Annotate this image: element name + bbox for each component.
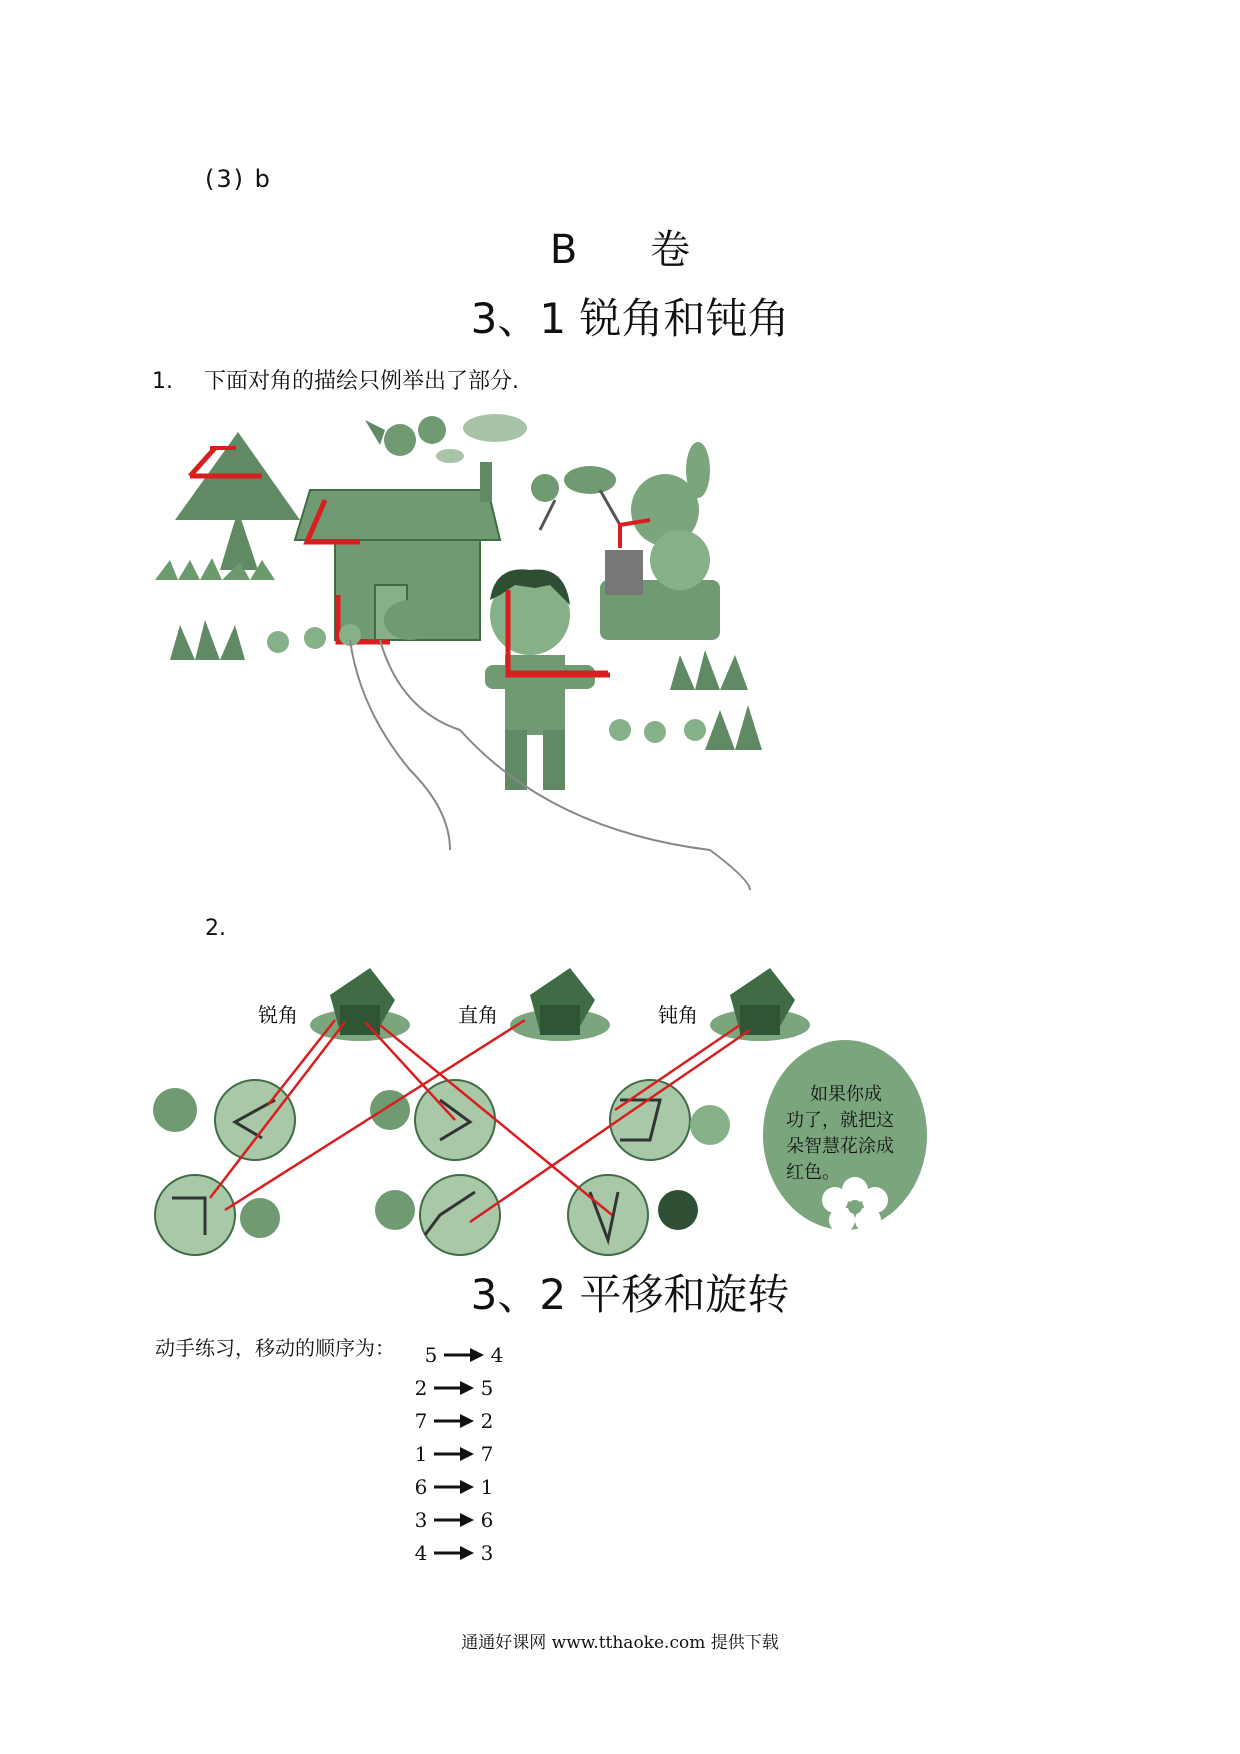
grass-icon [155, 558, 275, 580]
section-31-title: 3、1 锐角和钝角 [470, 294, 790, 343]
arrow-right-icon [432, 1409, 476, 1433]
cloud-icon [436, 449, 464, 463]
grasshopper-icon [564, 466, 616, 494]
angle-circle-obtuse-2 [420, 1175, 500, 1255]
question-2-number: 2. [205, 916, 226, 941]
footer-text: 通通好课网 www.tthaoke.com 提供下载 [461, 1633, 779, 1653]
move-from: 2 [414, 1376, 428, 1400]
house-label-acute: 锐角 [258, 1003, 298, 1027]
chick-icon [609, 719, 631, 741]
move-step [410, 1373, 498, 1403]
farm-scene-illustration [150, 410, 870, 900]
move-from: 6 [414, 1475, 428, 1499]
dog-icon [658, 1190, 698, 1230]
squirrel-icon [240, 1198, 280, 1238]
arrow-right-icon [432, 1442, 476, 1466]
cup-icon [605, 550, 643, 595]
angle-circle-right-2 [155, 1175, 235, 1255]
move-from: 5 [424, 1343, 438, 1367]
move-step [410, 1439, 498, 1469]
arrow-right-icon [442, 1343, 486, 1367]
chick-icon [690, 1105, 730, 1145]
chick-icon [684, 719, 706, 741]
arrow-right-icon [432, 1376, 476, 1400]
move-step [410, 1538, 498, 1568]
move-step [420, 1340, 508, 1370]
move-from: 3 [414, 1508, 428, 1532]
move-to: 7 [480, 1442, 494, 1466]
dragon-icon [153, 1088, 197, 1132]
flower-bush-icon [170, 620, 245, 660]
angle-circle-obtuse [610, 1080, 690, 1160]
arrow-right-icon [432, 1508, 476, 1532]
move-to: 4 [490, 1343, 504, 1367]
angle-matching-illustration [150, 960, 940, 1260]
section-b-title: B 卷 [549, 227, 721, 273]
flower-text-line: 朵智慧花涂成 [786, 1136, 894, 1157]
bird-icon [384, 424, 416, 456]
boy-body [505, 655, 565, 735]
move-from: 1 [414, 1442, 428, 1466]
chick-icon [644, 721, 666, 743]
move-step [410, 1505, 498, 1535]
arrow-right-icon [432, 1475, 476, 1499]
move-to: 2 [480, 1409, 494, 1433]
chick-icon [304, 627, 326, 649]
move-to: 5 [480, 1376, 494, 1400]
grass-icon [705, 705, 762, 750]
question-1 [152, 364, 519, 395]
chick-icon [267, 631, 289, 653]
cat-icon [375, 1190, 415, 1230]
angle-circle-acute-2 [568, 1175, 648, 1255]
flower-text-line: 如果你成 [810, 1084, 882, 1105]
house-label-obtuse: 钝角 [658, 1003, 698, 1027]
move-from: 7 [414, 1409, 428, 1433]
move-to: 1 [480, 1475, 494, 1499]
house-roof-icon [295, 490, 500, 540]
move-step [410, 1472, 498, 1502]
flower-bush-icon [670, 650, 748, 690]
flower-text-line: 功了，就把这 [786, 1110, 894, 1131]
house-label-right: 直角 [458, 1003, 498, 1027]
move-step [410, 1406, 498, 1436]
arrow-right-icon [432, 1541, 476, 1565]
cloud-icon [463, 414, 527, 442]
move-to: 6 [480, 1508, 494, 1532]
move-from: 4 [414, 1541, 428, 1565]
question-1-text: 下面对角的描绘只例举出了部分. [204, 369, 519, 394]
question-1-number: 1. [152, 369, 173, 394]
section-32-title: 3、2 平移和旋转 [470, 1270, 790, 1319]
move-to: 3 [480, 1541, 494, 1565]
answer-item: (3) b [205, 165, 272, 193]
instruction-text: 动手练习，移动的顺序为： [155, 1336, 395, 1360]
angle-circle-acute [215, 1080, 295, 1160]
flower-text-line: 红色。 [786, 1162, 840, 1183]
